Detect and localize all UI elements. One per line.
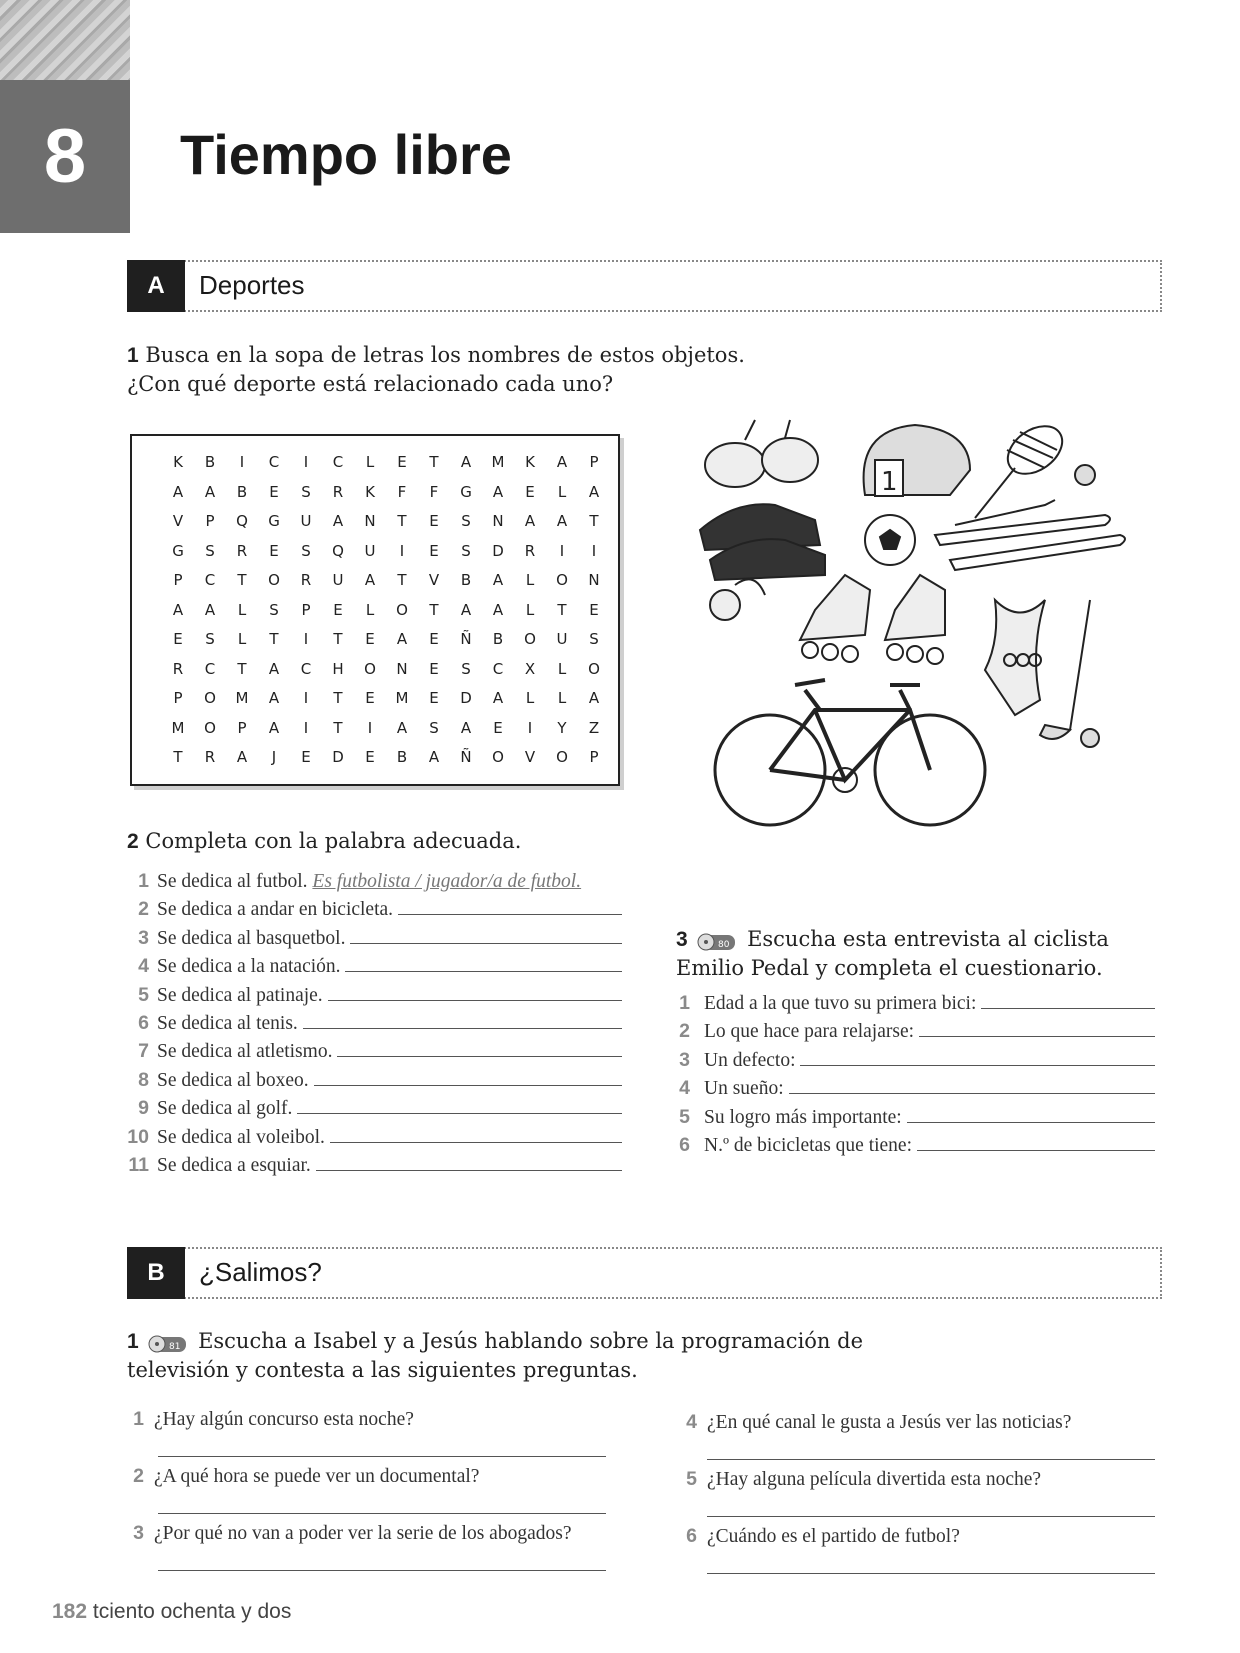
exercise-a2-instruction: [127, 827, 521, 856]
wordsearch-letter: E: [493, 718, 503, 737]
question-text: ¿Hay algún concurso esta noche?: [154, 1409, 414, 1430]
wordsearch-letter: F: [397, 482, 407, 501]
wordsearch-letter: A: [556, 512, 568, 530]
wordsearch-letter: T: [333, 718, 343, 737]
audio-cd-icon: [147, 1333, 187, 1353]
page-number-words: tciento ochenta y dos: [92, 1600, 292, 1623]
wordsearch-letter: A: [492, 571, 504, 589]
item-number: 7: [138, 1040, 149, 1063]
wordsearch-letter: B: [460, 571, 472, 589]
answer-line[interactable]: [707, 1459, 1155, 1460]
tennis-ball-icon: [1075, 465, 1095, 485]
wordsearch-letter: A: [460, 600, 472, 619]
wordsearch-letter: U: [300, 512, 312, 530]
wordsearch-letter: G: [460, 482, 472, 501]
wordsearch-letter: V: [172, 512, 184, 530]
wordsearch-letter: A: [204, 600, 216, 619]
instruction-line: televisión y contesta a las siguientes preguntas.: [127, 1358, 638, 1382]
item-number: 6: [679, 1134, 690, 1156]
answer-line[interactable]: [707, 1516, 1155, 1517]
wordsearch-letter: I: [303, 453, 309, 471]
helmet-icon: [864, 425, 970, 497]
answer-blank[interactable]: [800, 1064, 1155, 1066]
wordsearch-letter: P: [589, 748, 599, 766]
wordsearch-letter: J: [271, 748, 277, 766]
wordsearch-letter: T: [237, 659, 247, 678]
item-number: 11: [128, 1154, 149, 1176]
wordsearch-letter: I: [399, 541, 405, 560]
instruction-line: ¿Con qué deporte está relacionado cada uno?: [127, 372, 614, 396]
wordsearch-letter: O: [492, 748, 504, 766]
item-text: Se dedica al tenis.: [157, 1013, 298, 1034]
wordsearch-letter: A: [492, 689, 504, 707]
item-number: 5: [138, 983, 149, 1006]
list-item: [127, 1040, 622, 1063]
wordsearch-letter: N: [364, 512, 376, 530]
exercise-number: 1: [127, 1330, 139, 1353]
question-number: 4: [686, 1411, 697, 1433]
wordsearch-letter: B: [396, 748, 408, 766]
wordsearch-letter: I: [559, 541, 565, 560]
exercise-b1-instruction: [127, 1327, 863, 1385]
wordsearch-letter: U: [364, 541, 376, 560]
wordsearch-letter: K: [365, 482, 375, 501]
item-number: 2: [138, 898, 149, 921]
item-text: Un sueño:: [704, 1078, 784, 1100]
answer-blank[interactable]: [337, 1055, 622, 1057]
question-item: [130, 1522, 571, 1545]
list-item: [127, 1154, 622, 1177]
wordsearch-letter: E: [173, 630, 183, 648]
wordsearch-letter: Q: [236, 512, 248, 530]
wordsearch-letter: E: [429, 659, 439, 678]
answer-blank[interactable]: [316, 1169, 622, 1171]
wordsearch-letter: Y: [557, 718, 567, 737]
wordsearch-letter: P: [301, 600, 311, 619]
example-answer: Es futbolista / jugador/a de futbol.: [312, 871, 582, 892]
item-text: Lo que hace para relajarse:: [704, 1021, 915, 1043]
wordsearch-letter: U: [332, 571, 344, 589]
answer-blank[interactable]: [303, 1027, 622, 1029]
wordsearch-letter: S: [205, 541, 215, 560]
section-a-title: Deportes: [199, 270, 305, 300]
wordsearch-letter: P: [205, 512, 215, 530]
wordsearch-letter: C: [268, 453, 280, 471]
wordsearch-letter: E: [333, 600, 343, 619]
item-number: 4: [679, 1077, 690, 1100]
answer-blank[interactable]: [350, 942, 622, 944]
wordsearch-letter: A: [460, 453, 472, 471]
questionnaire-item: [676, 1106, 1155, 1129]
section-a-header: [127, 260, 1162, 312]
wordsearch-letter: E: [301, 748, 311, 766]
exercise-number: 3: [676, 928, 688, 951]
question-item: [683, 1525, 960, 1548]
wordsearch-letter: R: [332, 482, 344, 501]
wordsearch-letter: A: [268, 689, 280, 707]
wordsearch-letter: A: [460, 718, 472, 737]
wordsearch-letter: V: [428, 571, 440, 589]
item-text: N.º de bicicletas que tiene:: [704, 1135, 913, 1156]
wordsearch-letter: D: [460, 689, 472, 707]
item-number: 8: [138, 1068, 149, 1091]
question-item: [683, 1411, 1071, 1434]
exercise-number: 1: [127, 344, 139, 367]
wordsearch-letter: Ñ: [460, 748, 472, 766]
wordsearch-letter: T: [237, 571, 247, 589]
item-text: Un defecto:: [704, 1049, 796, 1071]
wordsearch-letter: T: [333, 689, 343, 707]
wordsearch-letter: K: [173, 453, 183, 471]
wordsearch-letter: E: [429, 689, 439, 707]
bicycle-icon: [715, 680, 985, 825]
wordsearch-letter: O: [524, 630, 536, 648]
chapter-number: 8: [0, 80, 130, 233]
item-text: Se dedica al golf.: [157, 1098, 293, 1120]
wordsearch-letter: O: [364, 659, 376, 678]
wordsearch-letter: I: [303, 718, 309, 737]
item-number: 10: [127, 1125, 149, 1148]
wordsearch-letter: I: [303, 630, 309, 648]
skis-icon: [935, 500, 1125, 570]
wordsearch-letter: T: [429, 453, 439, 471]
wordsearch-letter: A: [556, 453, 568, 471]
answer-blank[interactable]: [919, 1035, 1155, 1037]
wordsearch-letter: M: [171, 718, 185, 737]
wordsearch-letter: T: [589, 512, 599, 530]
wordsearch-letter: F: [429, 482, 439, 501]
list-item: [127, 927, 622, 950]
wordsearch-letter: A: [524, 512, 536, 530]
wordsearch-letter: S: [461, 659, 471, 678]
audio-cd-icon: [696, 931, 736, 951]
chapter-corner-texture: [0, 0, 130, 80]
item-text: Se dedica a andar en bicicleta.: [157, 899, 394, 921]
answer-blank[interactable]: [398, 913, 622, 915]
exercise-a1-instruction: [127, 341, 745, 399]
wordsearch-letter: O: [588, 659, 600, 678]
wordsearch-letter: M: [395, 689, 409, 707]
wordsearch-letter: V: [524, 748, 536, 766]
golf-club-icon: [1040, 600, 1099, 747]
section-b-header: [127, 1247, 1162, 1299]
wordsearch-letter: E: [589, 600, 599, 619]
list-item: [127, 955, 622, 978]
list-item: [127, 1097, 622, 1120]
item-text: Su logro más importante:: [704, 1106, 902, 1128]
wordsearch-letter: L: [237, 600, 247, 619]
wordsearch-letter: T: [397, 571, 407, 589]
wordsearch-letter: T: [397, 512, 407, 530]
wordsearch-letter: C: [332, 453, 344, 471]
wordsearch-letter: I: [527, 718, 533, 737]
wordsearch-letter: P: [589, 453, 599, 471]
section-b-title: ¿Salimos?: [199, 1257, 322, 1287]
medal-icon: [710, 579, 765, 620]
item-text: Edad a la que tuvo su primera bici:: [704, 993, 977, 1014]
wordsearch-letter: N: [396, 659, 408, 678]
item-text: Se dedica al voleibol.: [157, 1126, 325, 1148]
football-boots-icon: [700, 504, 825, 580]
wordsearch-letter: E: [429, 512, 439, 530]
wordsearch-letter: O: [556, 748, 568, 766]
wordsearch-letter: B: [204, 453, 216, 471]
wordsearch-letter: L: [237, 630, 247, 648]
wordsearch-letter: A: [588, 482, 600, 501]
wordsearch-letter: A: [204, 482, 216, 501]
inline-skates-icon: [800, 575, 945, 664]
wordsearch-letter: G: [172, 541, 184, 560]
wordsearch-letter: T: [429, 600, 439, 619]
item-number: 1: [679, 992, 690, 1014]
wordsearch-letter: E: [525, 482, 535, 501]
wordsearch-letter: T: [333, 630, 343, 648]
wordsearch-letter: A: [172, 482, 184, 501]
wordsearch-letter: I: [303, 689, 309, 707]
wordsearch-letter: Ñ: [460, 630, 472, 648]
wordsearch-letter: S: [269, 600, 279, 619]
item-number: 9: [138, 1097, 149, 1120]
exercise-number: 2: [127, 830, 139, 853]
answer-line[interactable]: [158, 1513, 606, 1514]
wordsearch-letter: C: [204, 659, 216, 678]
wordsearch-letter: P: [173, 571, 183, 589]
answer-blank[interactable]: [917, 1149, 1155, 1151]
wordsearch-letter: E: [269, 541, 279, 560]
answer-blank[interactable]: [789, 1092, 1156, 1094]
wordsearch-letter: E: [269, 482, 279, 501]
item-text: Se dedica al atletismo.: [157, 1041, 333, 1063]
answer-blank[interactable]: [330, 1141, 622, 1143]
wordsearch-letter: O: [204, 718, 216, 737]
audio-track-number: 81: [169, 1341, 181, 1352]
wordsearch-letter: E: [365, 748, 375, 766]
item-text: Se dedica a la natación.: [157, 956, 341, 978]
list-item: [127, 1126, 622, 1149]
questionnaire-item: [676, 1049, 1155, 1072]
wordsearch-letter: S: [301, 541, 311, 560]
wordsearch-letter: R: [236, 541, 248, 560]
wordsearch-letter: A: [492, 482, 504, 501]
list-item: [127, 1012, 622, 1035]
item-text: Se dedica al basquetbol.: [157, 927, 346, 949]
answer-line[interactable]: [707, 1573, 1155, 1574]
section-b-letter: B: [127, 1247, 185, 1299]
wordsearch-letter: A: [492, 600, 504, 619]
wordsearch-letter: L: [525, 600, 535, 619]
question-text: ¿A qué hora se puede ver un documental?: [154, 1466, 480, 1487]
swimsuit-icon: [985, 600, 1045, 715]
answer-blank[interactable]: [345, 970, 622, 972]
wordsearch-letter: L: [525, 689, 535, 707]
wordsearch-letter: O: [204, 689, 216, 707]
wordsearch-letter: A: [428, 748, 440, 766]
wordsearch-letter: O: [396, 600, 408, 619]
list-item: [127, 1069, 622, 1092]
svg-text:1: 1: [881, 467, 898, 497]
instruction-title: Completa con la palabra adecuada.: [145, 829, 522, 853]
wordsearch-letter: H: [332, 659, 344, 678]
wordsearch-letter: B: [236, 482, 248, 501]
wordsearch-letter: I: [239, 453, 245, 471]
wordsearch-letter: M: [491, 453, 505, 471]
wordsearch-letter: O: [556, 571, 568, 589]
question-number: 3: [133, 1522, 144, 1544]
wordsearch-letter: R: [172, 659, 184, 678]
question-item: [130, 1465, 479, 1488]
wordsearch-letter: S: [205, 630, 215, 648]
wordsearch-letter: G: [268, 512, 280, 530]
item-text: Se dedica a esquiar.: [157, 1155, 311, 1176]
wordsearch-letter: S: [461, 512, 471, 530]
item-text: Se dedica al futbol.: [157, 871, 308, 892]
list-item: [127, 984, 622, 1007]
item-number: 1: [138, 870, 149, 892]
wordsearch-letter: Z: [588, 718, 600, 737]
wordsearch-letter: U: [556, 630, 568, 648]
wordsearch-letter: A: [332, 512, 344, 530]
question-text: ¿Cuándo es el partido de futbol?: [707, 1526, 960, 1547]
answer-blank[interactable]: [314, 1084, 623, 1086]
boxing-gloves-icon: [705, 420, 818, 487]
item-number: 6: [138, 1012, 149, 1034]
instruction-line: Escucha esta entrevista al ciclista: [747, 927, 1109, 951]
wordsearch-letter: X: [524, 659, 536, 678]
wordsearch-letter: T: [173, 748, 183, 766]
item-text: Se dedica al boxeo.: [157, 1069, 309, 1091]
section-a-letter: A: [127, 260, 185, 312]
wordsearch-letter: A: [396, 630, 408, 648]
page-number: 182: [52, 1600, 88, 1623]
wordsearch-letter: Q: [332, 541, 344, 560]
instruction-line: Escucha a Isabel y a Jesús hablando sobre la programación de: [198, 1329, 863, 1353]
wordsearch-letter: P: [237, 718, 247, 737]
exercise-a3-instruction: [676, 925, 1109, 983]
questionnaire-item: [676, 1020, 1155, 1043]
wordsearch-letter: R: [204, 748, 216, 766]
wordsearch-letter: M: [235, 689, 249, 707]
tennis-racket-icon: [975, 416, 1071, 518]
wordsearch-letter: E: [429, 630, 439, 648]
wordsearch-letter: L: [557, 482, 567, 501]
wordsearch-letter: A: [268, 718, 280, 737]
wordsearch-letter: O: [268, 571, 280, 589]
wordsearch-letter: S: [589, 630, 599, 648]
wordsearch-letter: A: [364, 571, 376, 589]
wordsearch-letter: I: [367, 718, 373, 737]
question-text: ¿Hay alguna película divertida esta noche?: [707, 1469, 1042, 1490]
wordsearch-letter: L: [557, 689, 567, 707]
page-footer: [52, 1600, 291, 1624]
soccer-ball-icon: [865, 515, 915, 565]
sports-objects-illustration: [695, 410, 1175, 870]
list-item: [127, 870, 581, 893]
item-number: 5: [679, 1105, 690, 1128]
word-search-grid: [130, 434, 620, 786]
wordsearch-letter: B: [492, 630, 504, 648]
item-number: 3: [679, 1048, 690, 1071]
wordsearch-letter: S: [461, 541, 471, 560]
question-number: 1: [133, 1408, 144, 1430]
answer-blank[interactable]: [297, 1112, 622, 1114]
wordsearch-letter: C: [492, 659, 504, 678]
wordsearch-letter: N: [492, 512, 504, 530]
wordsearch-letter: A: [172, 600, 184, 619]
answer-line[interactable]: [158, 1570, 606, 1571]
question-number: 6: [686, 1525, 697, 1547]
wordsearch-letter: A: [268, 659, 280, 678]
chapter-title: Tiempo libre: [180, 123, 512, 186]
question-item: [130, 1408, 414, 1431]
questionnaire-item: [676, 992, 1155, 1015]
wordsearch-letter: K: [525, 453, 535, 471]
instruction-line: Busca en la sopa de letras los nombres de estos objetos.: [145, 343, 745, 367]
questionnaire-item: [676, 1077, 1155, 1100]
wordsearch-letter: P: [173, 689, 183, 707]
answer-line[interactable]: [158, 1456, 606, 1457]
wordsearch-letter: T: [269, 630, 279, 648]
wordsearch-letter: T: [557, 600, 567, 619]
item-number: 3: [138, 926, 149, 949]
question-item: [683, 1468, 1041, 1491]
item-number: 2: [679, 1020, 690, 1043]
answer-blank[interactable]: [907, 1121, 1155, 1123]
answer-blank[interactable]: [981, 1007, 1155, 1009]
questionnaire-item: [676, 1134, 1155, 1157]
wordsearch-letter: C: [204, 571, 216, 589]
list-item: [127, 898, 622, 921]
item-number: 4: [138, 955, 149, 978]
wordsearch-letter: R: [524, 541, 536, 560]
wordsearch-letter: D: [492, 541, 504, 560]
wordsearch-letter: I: [591, 541, 597, 560]
wordsearch-letter: L: [525, 571, 535, 589]
answer-blank[interactable]: [328, 999, 622, 1001]
wordsearch-letter: L: [365, 600, 375, 619]
wordsearch-letter: R: [300, 571, 312, 589]
wordsearch-letter: E: [365, 689, 375, 707]
wordsearch-letter: A: [396, 718, 408, 737]
wordsearch-letter: S: [429, 718, 439, 737]
wordsearch-letter: E: [429, 541, 439, 560]
question-number: 2: [133, 1465, 144, 1487]
instruction-line: Emilio Pedal y completa el cuestionario.: [676, 956, 1103, 980]
wordsearch-letter: D: [332, 748, 344, 766]
wordsearch-letter: C: [300, 659, 312, 678]
wordsearch-letter: E: [365, 630, 375, 648]
question-text: ¿Por qué no van a poder ver la serie de los abogados?: [154, 1523, 572, 1544]
wordsearch-letter: E: [397, 453, 407, 471]
wordsearch-letter: L: [557, 659, 567, 678]
wordsearch-letter: N: [588, 571, 600, 589]
wordsearch-letter: A: [236, 748, 248, 766]
wordsearch-letter: L: [365, 453, 375, 471]
wordsearch-letter: S: [301, 482, 311, 501]
item-text: Se dedica al patinaje.: [157, 984, 323, 1006]
question-number: 5: [686, 1468, 697, 1490]
audio-track-number: 80: [718, 939, 730, 950]
wordsearch-letter: A: [588, 689, 600, 707]
question-text: ¿En qué canal le gusta a Jesús ver las noticias?: [707, 1412, 1072, 1433]
